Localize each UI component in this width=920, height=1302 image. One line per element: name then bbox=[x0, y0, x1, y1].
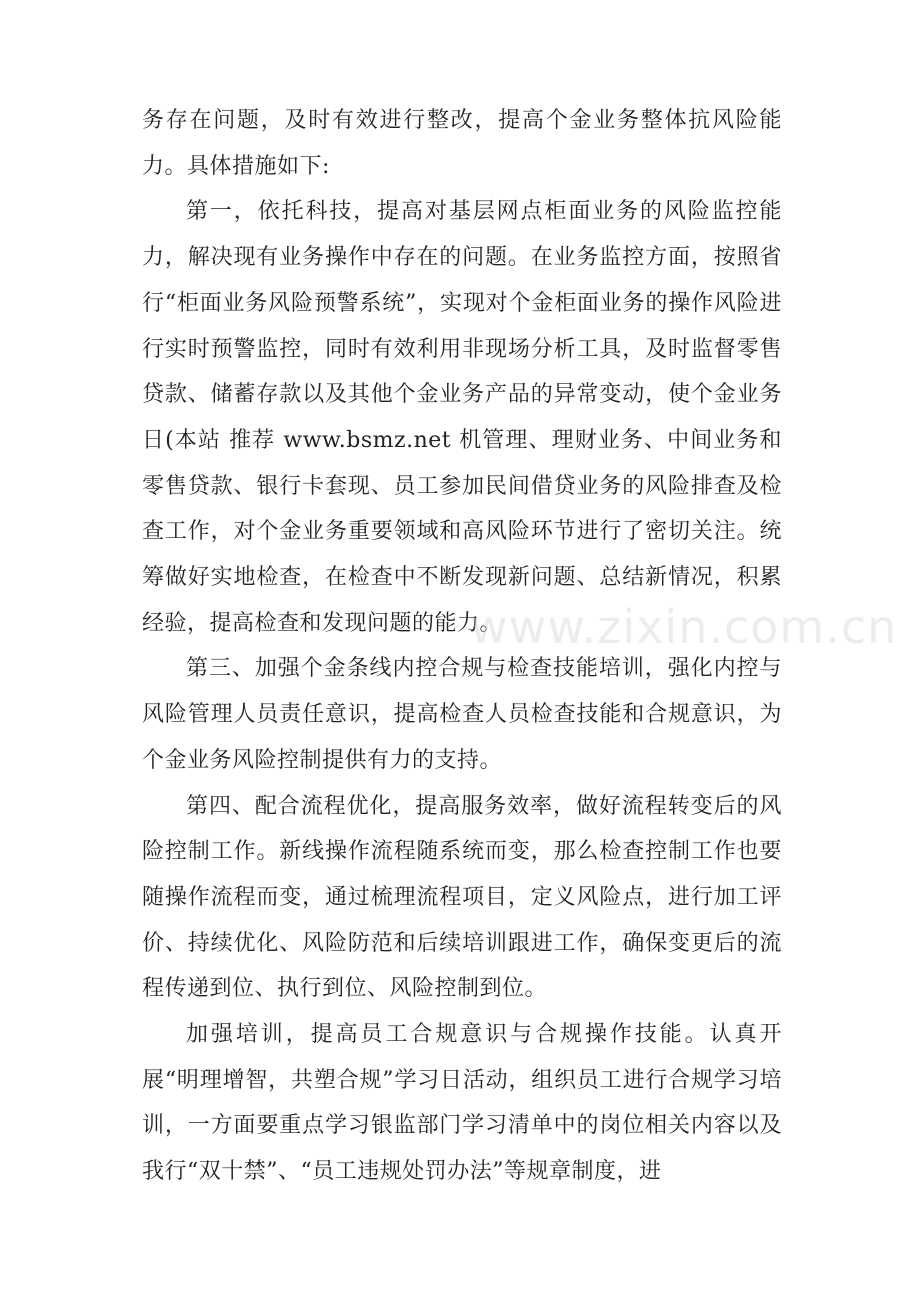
paragraph-intro: 务存在问题，及时有效进行整改，提高个金业务整体抗风险能力。具体措施如下: bbox=[142, 108, 782, 179]
paragraph-measure-1: 第一，依托科技，提高对基层网点柜面业务的风险监控能力，解决现有业务操作中存在的问题。在业务监控方面，按照省行“柜面业务风险预警系统”，实现对个金柜面业务的操作风险进行实时预警监控，同时有效利用非现场分析工具，及时监督零售贷款、储蓄存款以及其他个金业务产品的异常变动，使个金业务日(本站 推荐 www.bsmz.net 机管理、理财业务、中间业务和零售贷款、银行卡套现、员工参加民间借贷业务的风险排查及检查工作，对个金业务重要领域和高风险环节进行了密切关注。统筹做好实地检查，在检查中不断发现新问题、总结新情况，积累经验，提高检查和发现问题的能力。 bbox=[142, 199, 782, 636]
paragraph-training: 加强培训，提高员工合规意识与合规操作技能。认真开展“明理增智，共塑合规”学习日活动，组织员工进行合规学习培训，一方面要重点学习银监部门学习清单中的岗位相关内容以及我行“双十禁”、“员工违规处罚办法”等规章制度，进 bbox=[142, 1022, 782, 1185]
document-body bbox=[142, 98, 782, 1195]
watermark: www.zixin.com.cn bbox=[470, 600, 898, 654]
paragraph-measure-3: 第三、加强个金条线内控合规与检查技能培训，强化内控与风险管理人员责任意识，提高检查人员检查技能和合规意识，为个金业务风险控制提供有力的支持。 bbox=[142, 656, 782, 773]
paragraph-measure-4: 第四、配合流程优化，提高服务效率，做好流程转变后的风险控制工作。新线操作流程随系统而变，那么检查控制工作也要随操作流程而变，通过梳理流程项目，定义风险点，进行加工评价、持续优化、风险防范和后续培训跟进工作，确保变更后的流程传递到位、执行到位、风险控制到位。 bbox=[142, 793, 782, 1002]
